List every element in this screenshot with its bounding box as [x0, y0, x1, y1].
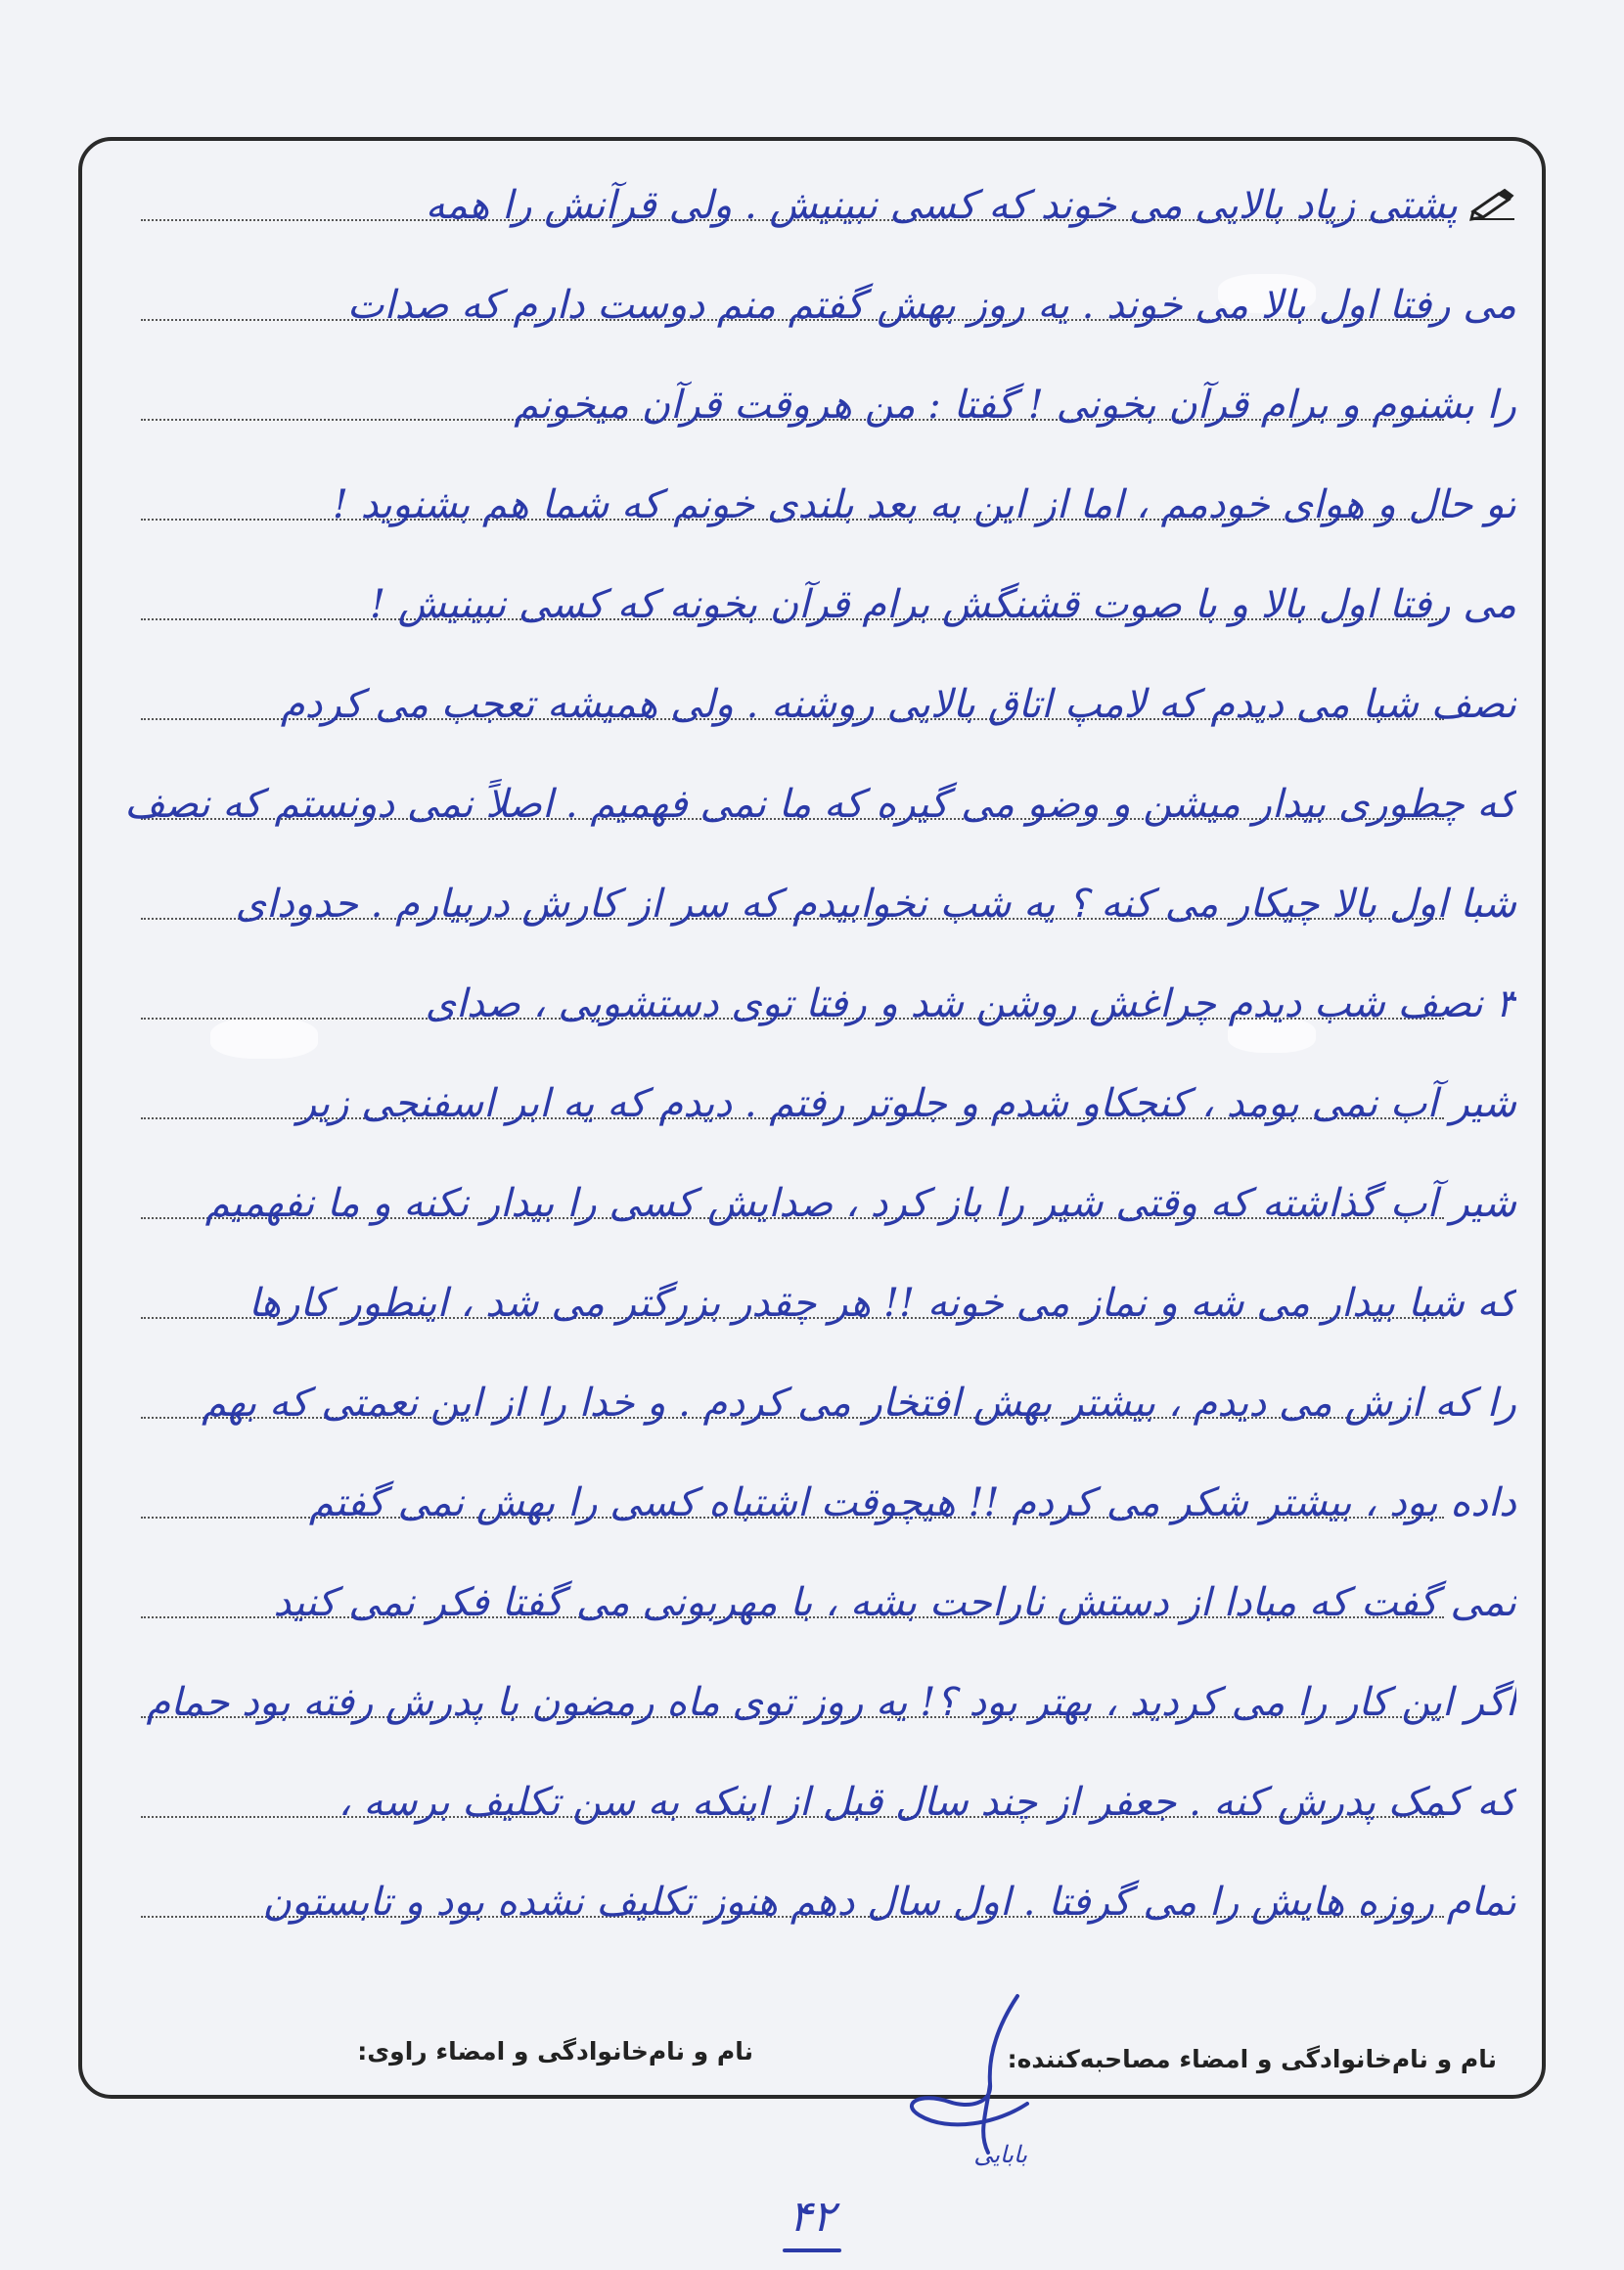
narrator-signature-label: نام و نام‌خانوادگی و امضاء راوی: [357, 2037, 753, 2066]
handwritten-line: تمام روزه هایش را می گرفتا . اول سال دهم هنوز تکلیف نشده بود و تابستون [262, 1880, 1516, 1925]
pen-icon [1469, 186, 1516, 221]
interviewer-signature-label: نام و نام‌خانوادگی و امضاء مصاحبه‌کننده: [1007, 2045, 1497, 2073]
handwritten-line: شیر آب گذاشته که وقتی شیر را باز کرد ، صدایش کسی را بیدار نکنه و ما نفهمیم [204, 1181, 1516, 1226]
handwritten-line: شبا اول بالا چیکار می کنه ؟ یه شب نخوابیدم که سر از کارش دربیارم . حدودای [235, 882, 1516, 927]
handwritten-line: ۳ نصف شب دیدم چراغش روشن شد و رفتا توی دستشویی ، صدای [425, 981, 1516, 1026]
page-number-underline [783, 2248, 841, 2252]
handwritten-line: داده بود ، بیشتر شکر می کردم !! هیچوقت اشتباه کسی را بهش نمی گفتم [308, 1480, 1516, 1525]
handwritten-line: را که ازش می دیدم ، بیشتر بهش افتخار می کردم . و خدا را از این نعمتی که بهم [202, 1381, 1516, 1426]
handwritten-signature [880, 1986, 1066, 2172]
handwritten-line: که کمک پدرش کنه . جعفر از چند سال قبل از اینکه به سن تکلیف برسه ، [338, 1780, 1516, 1825]
handwritten-line: که شبا بیدار می شه و نماز می خونه !! هر چقدر بزرگتر می شد ، اینطور کارها [248, 1281, 1516, 1326]
handwritten-line: که چطوری بیدار میشن و وضو می گیره که ما نمی فهمیم . اصلاً نمی دونستم که نصف [124, 782, 1516, 827]
handwritten-line: پشتی زیاد بالایی می خوند که کسی نبینیش . ولی قرآنش را همه [425, 183, 1458, 228]
handwritten-line: تو حال و هوای خودمم ، اما از این به بعد بلندی خونم که شما هم بشنوید ! [332, 482, 1516, 527]
handwritten-line: شیر آب نمی بومد ، کنجکاو شدم و جلوتر رفتم . دیدم که یه ابر اسفنجی زیر [296, 1081, 1516, 1126]
page-number: ۴۲ [789, 2192, 835, 2242]
handwritten-line: می رفتا اول بالا و با صوت قشنگش برام قرآن بخونه که کسی نبینیش ! [370, 582, 1516, 627]
handwritten-line: می رفتا اول بالا می خوند . یه روز بهش گفتم منم دوست دارم که صدات [346, 283, 1516, 328]
handwritten-line: را بشنوم و برام قرآن بخونی ! گفتا : من هروقت قرآن میخونم [514, 383, 1516, 428]
handwritten-line: نمی گفت که مبادا از دستش ناراحت بشه ، با مهربونی می گفتا فکر نمی کنید [273, 1580, 1516, 1625]
handwritten-line: اگر این کار را می کردید ، بهتر بود ؟! یه روز توی ماه رمضون با پدرش رفته بود حمام [146, 1680, 1516, 1725]
signature-text: بابایی [973, 2141, 1027, 2168]
handwritten-line: نصف شبا می دیدم که لامپ اتاق بالایی روشنه . ولی همیشه تعجب می کردم [280, 682, 1516, 727]
